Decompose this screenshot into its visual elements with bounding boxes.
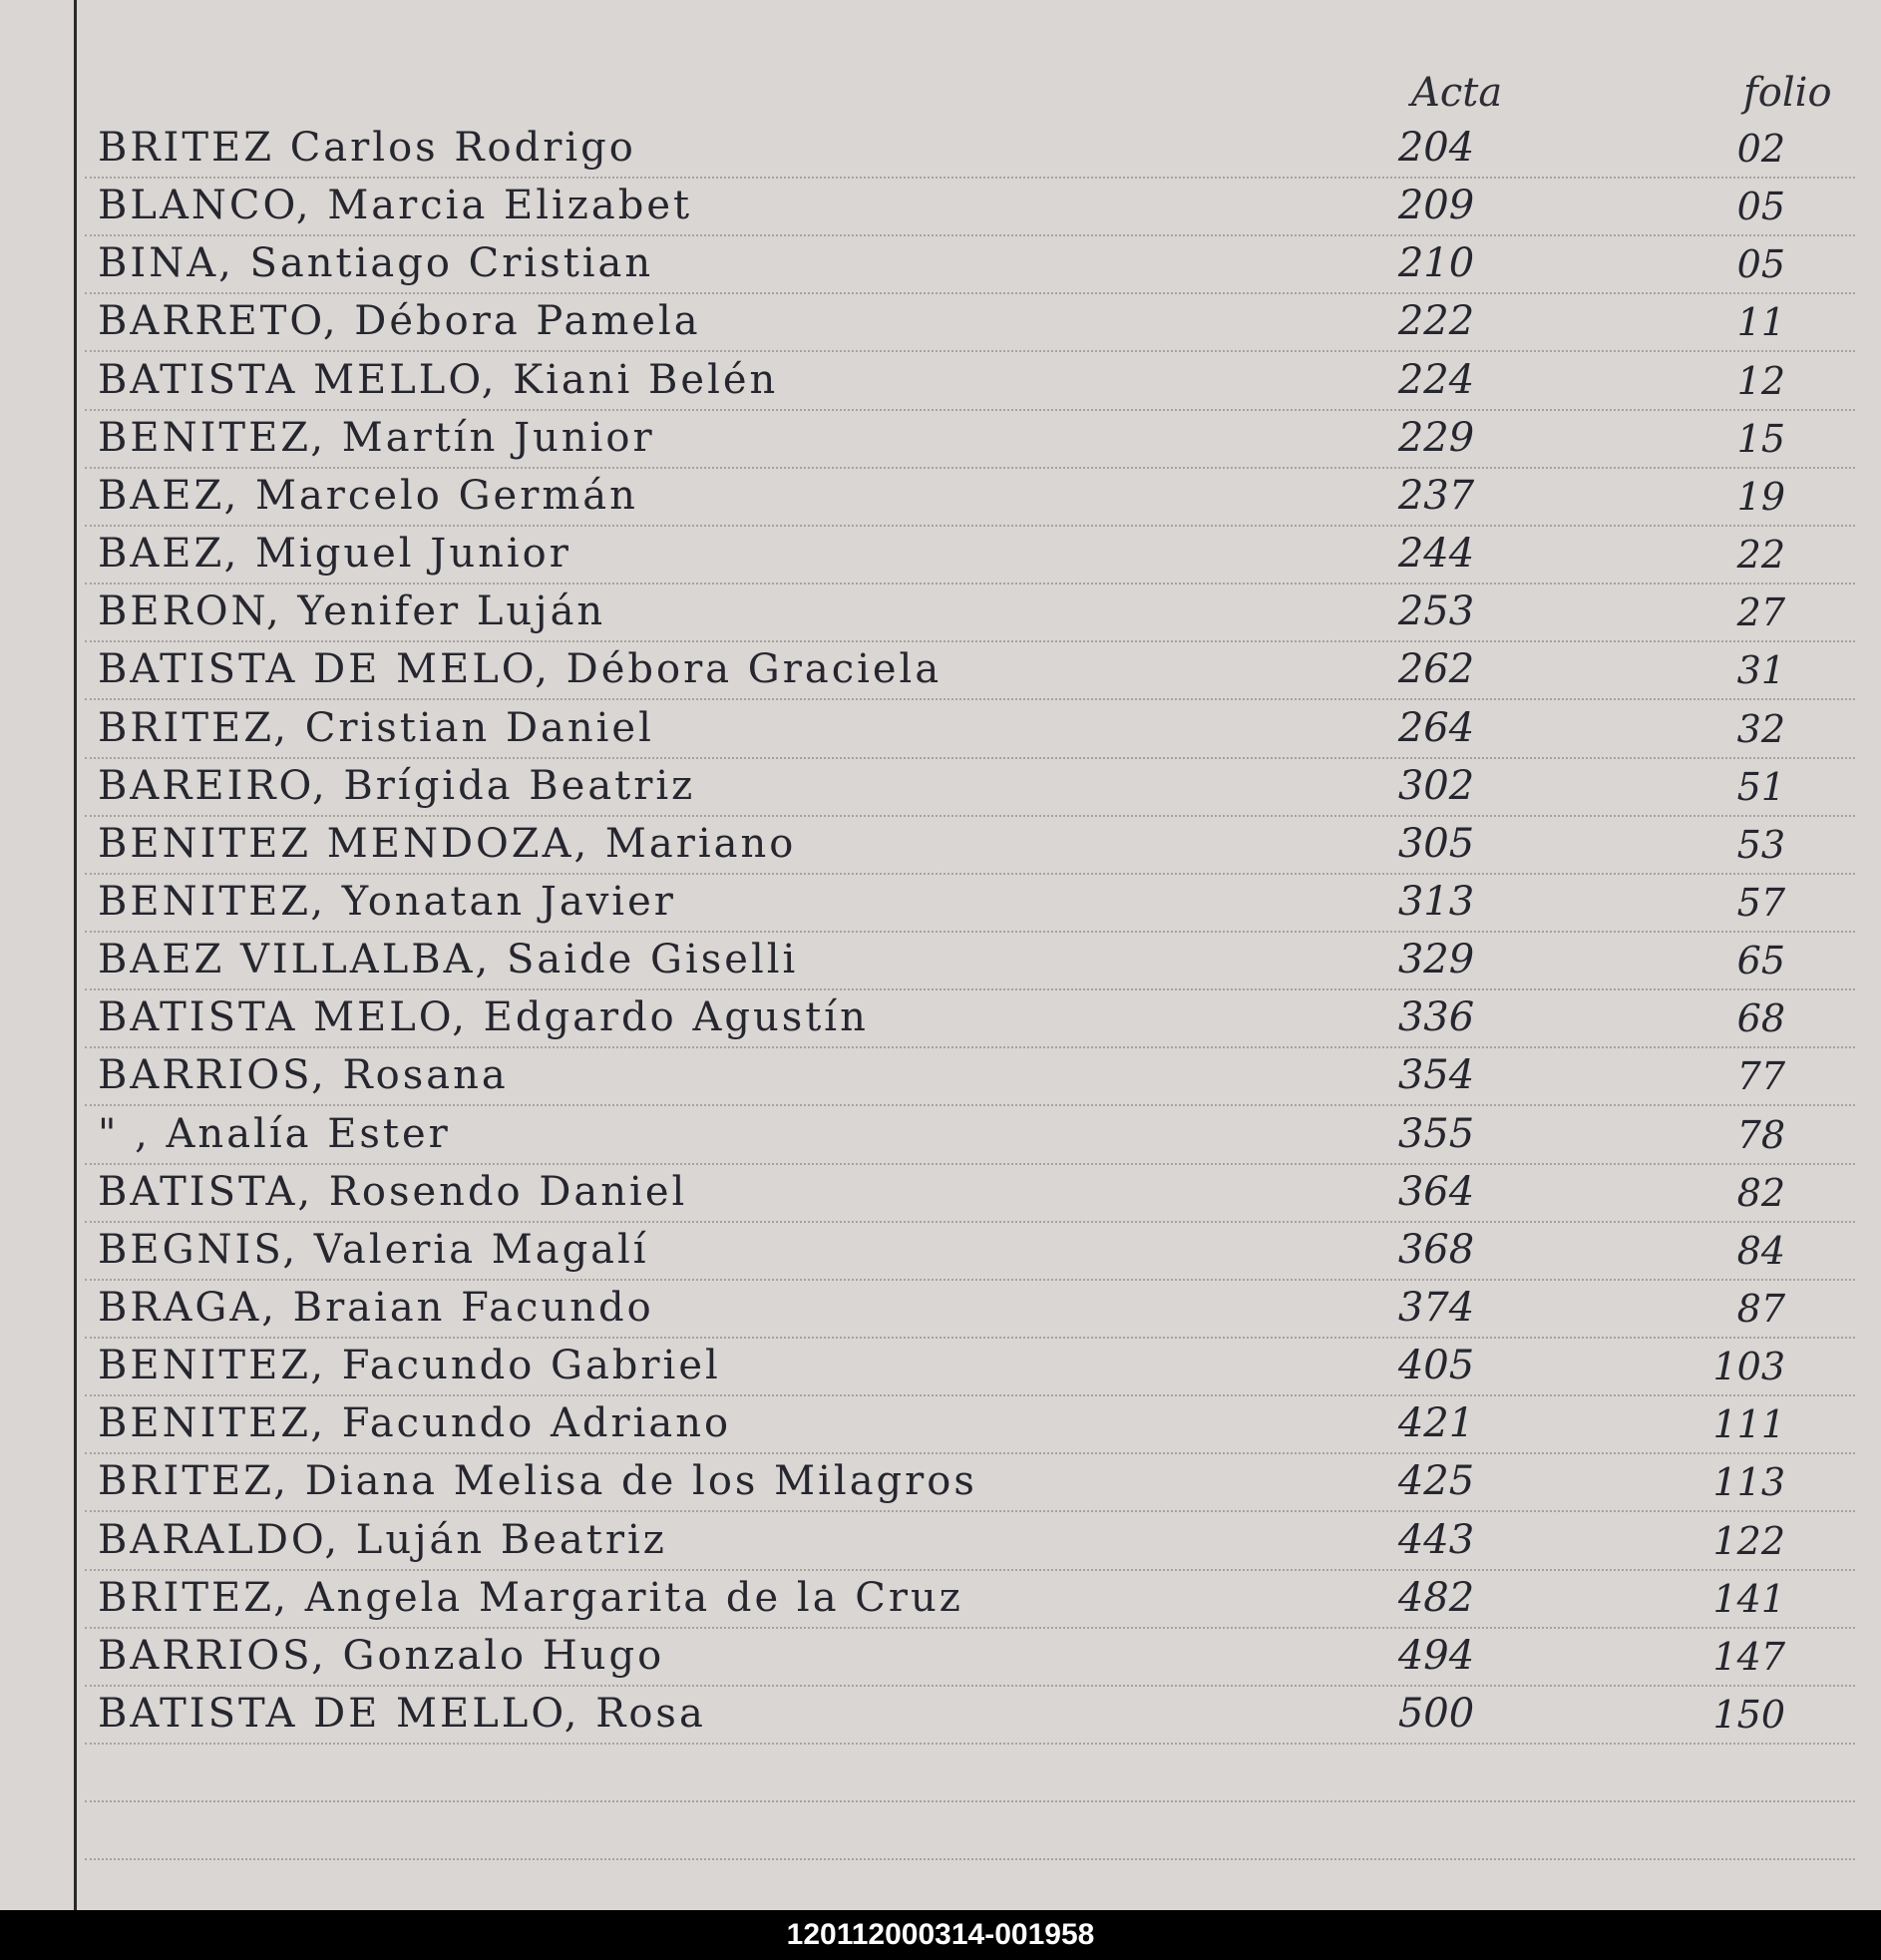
entry-name: BENITEZ, Yonatan Javier (98, 879, 676, 925)
entry-acta: 222 (1397, 298, 1475, 344)
entry-folio: 78 (1736, 1113, 1785, 1157)
entry-name: BENITEZ, Facundo Gabriel (98, 1343, 721, 1388)
entry-acta: 494 (1397, 1633, 1475, 1679)
entry-acta: 302 (1397, 763, 1475, 809)
entry-name: BARRETO, Débora Pamela (98, 298, 701, 344)
entry-row (0, 815, 1881, 873)
entry-folio: 02 (1736, 127, 1785, 171)
entry-folio: 53 (1736, 823, 1785, 867)
entry-name: BENITEZ, Martín Junior (98, 415, 655, 461)
entry-acta: 224 (1397, 357, 1475, 403)
entry-folio: 27 (1736, 590, 1785, 634)
entry-folio: 22 (1736, 533, 1785, 577)
entry-row (0, 1105, 1881, 1163)
entry-folio: 51 (1736, 765, 1785, 809)
entry-folio: 05 (1736, 242, 1785, 286)
entry-row (0, 1511, 1881, 1569)
entry-acta: 244 (1397, 531, 1475, 577)
entry-folio: 12 (1736, 359, 1785, 403)
entry-folio: 87 (1736, 1287, 1785, 1331)
entry-row (0, 1394, 1881, 1452)
entry-acta: 329 (1397, 937, 1475, 982)
entry-name: BAREIRO, Brígida Beatriz (98, 763, 696, 809)
entry-name: BATISTA MELO, Edgardo Agustín (98, 994, 869, 1040)
entry-row (0, 699, 1881, 757)
entry-row (0, 640, 1881, 698)
entry-row (0, 119, 1881, 177)
entry-name: BRITEZ, Diana Melisa de los Milagros (98, 1458, 977, 1504)
entry-name: BRITEZ, Angela Margarita de la Cruz (98, 1575, 963, 1621)
entry-acta: 262 (1397, 646, 1475, 692)
entry-acta: 229 (1397, 415, 1475, 461)
entry-row (0, 234, 1881, 292)
entry-name: BINA, Santiago Cristian (98, 240, 654, 286)
entry-name: BRITEZ, Cristian Daniel (98, 705, 654, 751)
entry-folio: 147 (1712, 1635, 1785, 1679)
entry-name: BENITEZ MENDOZA, Mariano (98, 821, 797, 867)
entry-row (0, 1163, 1881, 1221)
entry-acta: 264 (1397, 705, 1475, 751)
entry-row (0, 1627, 1881, 1685)
entry-acta: 355 (1397, 1111, 1475, 1157)
entry-row (0, 1685, 1881, 1743)
entry-name: BATISTA DE MELO, Débora Graciela (98, 646, 942, 692)
entry-folio: 103 (1712, 1345, 1785, 1388)
entry-folio: 84 (1736, 1229, 1785, 1273)
entry-row (0, 1452, 1881, 1510)
entry-acta: 336 (1397, 994, 1475, 1040)
entry-name: BARRIOS, Gonzalo Hugo (98, 1633, 665, 1679)
entry-name: BATISTA, Rosendo Daniel (98, 1169, 688, 1215)
entry-folio: 150 (1712, 1693, 1785, 1737)
entry-name: BAEZ, Miguel Junior (98, 531, 571, 577)
entry-row (0, 1046, 1881, 1104)
entry-row (0, 177, 1881, 234)
entry-folio: 57 (1736, 881, 1785, 925)
document-id-footer: 120112000314-001958 (786, 1918, 1095, 1951)
entry-acta: 500 (1397, 1691, 1475, 1737)
entry-folio: 32 (1736, 707, 1785, 751)
entry-folio: 111 (1712, 1402, 1785, 1446)
entry-folio: 68 (1736, 996, 1785, 1040)
entry-acta: 204 (1397, 125, 1475, 171)
entry-folio: 113 (1712, 1460, 1785, 1504)
entry-row (0, 931, 1881, 988)
entry-acta: 374 (1397, 1285, 1475, 1331)
entry-folio: 05 (1736, 185, 1785, 228)
acta-column-header: Acta (1411, 70, 1503, 116)
entry-acta: 421 (1397, 1400, 1475, 1446)
entry-name: BATISTA MELLO, Kiani Belén (98, 357, 779, 403)
entry-acta: 405 (1397, 1343, 1475, 1388)
entry-row (0, 757, 1881, 815)
entry-acta: 425 (1397, 1458, 1475, 1504)
entry-acta: 364 (1397, 1169, 1475, 1215)
entry-acta: 305 (1397, 821, 1475, 867)
entry-name: BEGNIS, Valeria Magalí (98, 1227, 649, 1273)
entry-name: BARALDO, Luján Beatriz (98, 1517, 667, 1563)
entry-folio: 141 (1712, 1577, 1785, 1621)
entry-name: BAEZ, Marcelo Germán (98, 473, 638, 519)
entry-acta: 368 (1397, 1227, 1475, 1273)
entry-acta: 237 (1397, 473, 1475, 519)
entry-row (0, 988, 1881, 1046)
entry-name: BENITEZ, Facundo Adriano (98, 1400, 732, 1446)
entry-row (0, 1221, 1881, 1279)
entry-folio: 31 (1736, 648, 1785, 692)
entry-acta: 354 (1397, 1052, 1475, 1098)
entry-folio: 19 (1736, 475, 1785, 519)
entry-folio: 11 (1736, 300, 1785, 344)
entry-acta: 210 (1397, 240, 1475, 286)
entry-acta: 253 (1397, 588, 1475, 634)
entry-acta: 209 (1397, 183, 1475, 228)
entry-row (0, 1569, 1881, 1627)
entry-folio: 82 (1736, 1171, 1785, 1215)
entry-row (0, 525, 1881, 583)
entry-name: BLANCO, Marcia Elizabet (98, 183, 693, 228)
entry-row (0, 1337, 1881, 1394)
entry-row (0, 351, 1881, 409)
entry-folio: 15 (1736, 417, 1785, 461)
entry-name: BRITEZ Carlos Rodrigo (98, 125, 636, 171)
entry-name: BARRIOS, Rosana (98, 1052, 509, 1098)
entry-row (0, 467, 1881, 525)
entry-row (0, 583, 1881, 640)
entry-acta: 443 (1397, 1517, 1475, 1563)
entry-row (0, 292, 1881, 350)
entry-folio: 65 (1736, 939, 1785, 982)
entry-name: BRAGA, Braian Facundo (98, 1285, 654, 1331)
entry-name: BATISTA DE MELLO, Rosa (98, 1691, 706, 1737)
entry-row (0, 873, 1881, 931)
entry-name: BAEZ VILLALBA, Saide Giselli (98, 937, 799, 982)
entry-name: " , Analía Ester (98, 1111, 451, 1157)
entry-name: BERON, Yenifer Luján (98, 588, 606, 634)
entry-acta: 313 (1397, 879, 1475, 925)
entry-row (0, 409, 1881, 467)
folio-column-header: folio (1743, 70, 1832, 116)
entry-row (0, 1279, 1881, 1337)
entry-folio: 122 (1712, 1519, 1785, 1563)
entry-acta: 482 (1397, 1575, 1475, 1621)
entry-folio: 77 (1736, 1054, 1785, 1098)
